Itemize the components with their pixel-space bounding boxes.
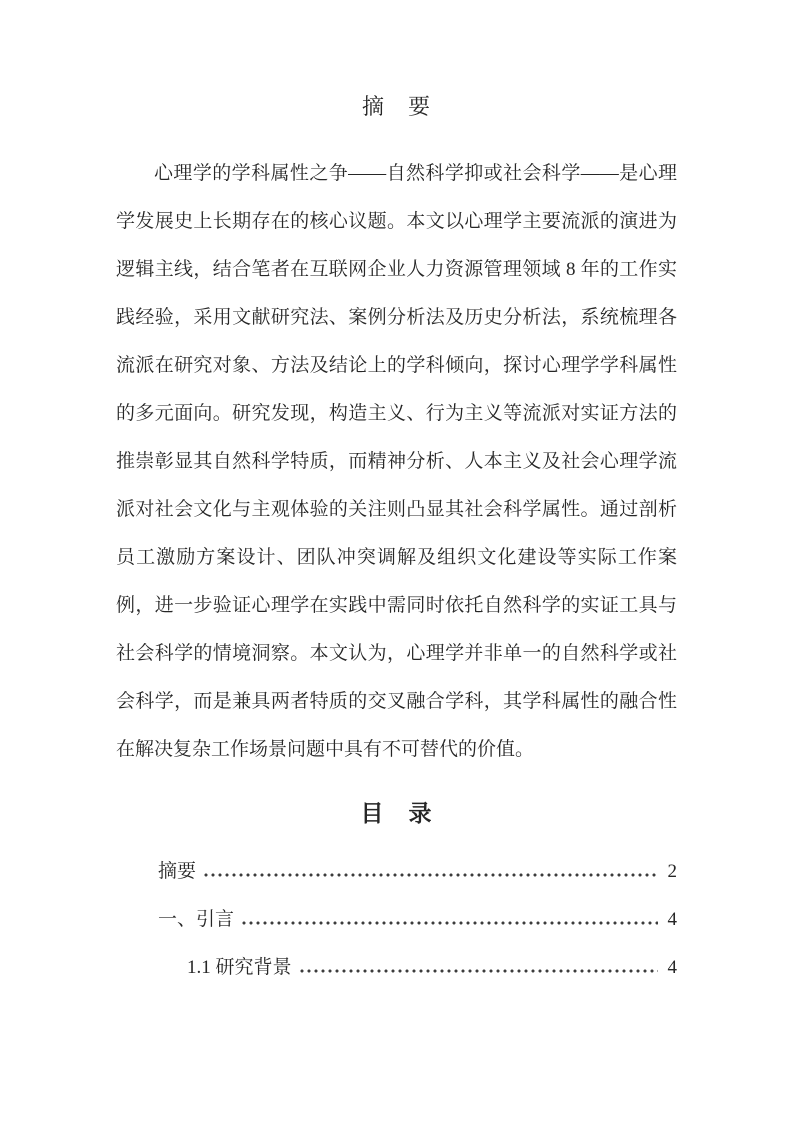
abstract-line: 例，进一步验证心理学在实践中需同时依托自然科学的实证工具与 <box>116 595 677 616</box>
abstract-line: 员工激励方案设计、团队冲突调解及组织文化建设等实际工作案 <box>116 547 677 568</box>
toc-entry-page-number: 4 <box>667 957 677 978</box>
abstract-line: 的多元面向。研究发现，构造主义、行为主义等流派对实证方法的 <box>116 403 677 424</box>
abstract-title: 摘 要 <box>361 94 431 119</box>
abstract-line: 社会科学的情境洞察。本文认为，心理学并非单一的自然科学或社 <box>116 643 677 664</box>
toc-dot-leader <box>242 921 657 925</box>
toc-title: 目 录 <box>360 801 433 826</box>
abstract-line: 派对社会文化与主观体验的关注则凸显其社会科学属性。通过剖析 <box>116 499 677 520</box>
abstract-line: 心理学的学科属性之争——自然科学抑或社会科学——是心理 <box>154 163 677 184</box>
abstract-line: 逻辑主线，结合笔者在互联网企业人力资源管理领域 8 年的工作实 <box>116 259 677 280</box>
abstract-line: 在解决复杂工作场景问题中具有不可替代的价值。 <box>116 739 535 760</box>
abstract-line: 践经验，采用文献研究法、案例分析法及历史分析法，系统梳理各 <box>116 307 677 328</box>
abstract-line: 推崇彰显其自然科学特质，而精神分析、人本主义及社会心理学流 <box>116 451 677 472</box>
toc-entry-introduction[interactable] <box>158 896 677 944</box>
abstract-paragraph <box>116 150 677 774</box>
toc-entry-label[interactable]: 一、引言 <box>158 909 235 930</box>
abstract-line: 学发展史上长期存在的核心议题。本文以心理学主要流派的演进为 <box>116 211 677 232</box>
toc-dot-leader <box>300 969 658 973</box>
toc-entry-page-number: 2 <box>667 861 677 882</box>
toc-dot-leader <box>204 873 657 877</box>
toc-entry-abstract[interactable] <box>158 848 677 896</box>
toc-list <box>116 848 677 992</box>
toc-entry-label[interactable]: 摘要 <box>158 861 197 882</box>
toc-entry-research-background[interactable] <box>158 944 677 992</box>
abstract-line: 会科学，而是兼具两者特质的交叉融合学科，其学科属性的融合性 <box>116 691 677 712</box>
toc-entry-label[interactable]: 1.1 研究背景 <box>187 957 292 978</box>
abstract-line: 流派在研究对象、方法及结论上的学科倾向，探讨心理学学科属性 <box>116 355 677 376</box>
toc-entry-page-number: 4 <box>667 909 677 930</box>
